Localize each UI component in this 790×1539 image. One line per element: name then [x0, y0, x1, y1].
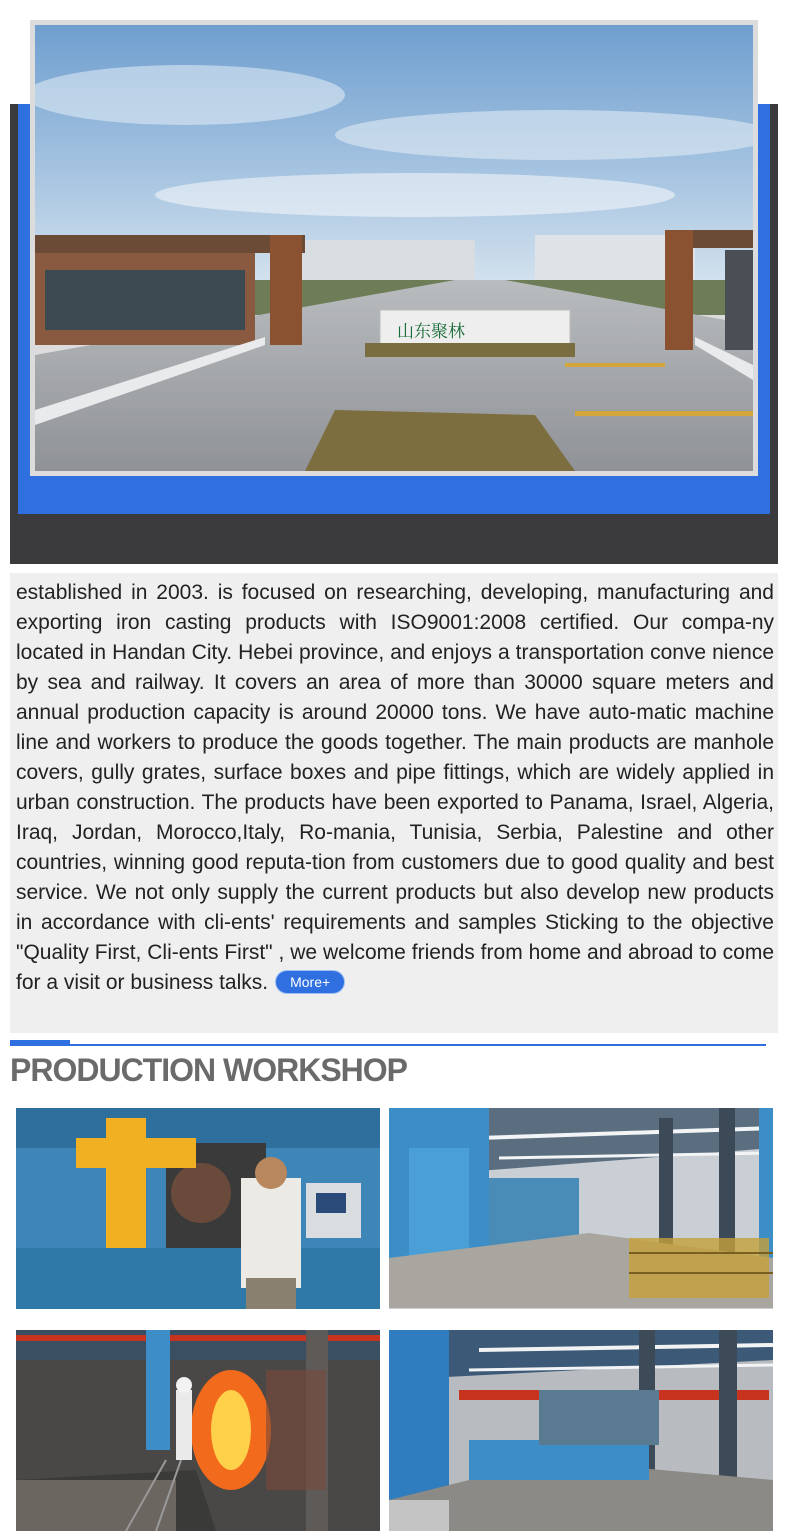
hero-image-frame: [30, 20, 758, 476]
workshop-photo-production-line: [389, 1330, 773, 1531]
section-title: PRODUCTION WORKSHOP: [10, 1052, 407, 1088]
factory-gate-photo: [35, 25, 753, 471]
section-divider: [10, 1044, 766, 1046]
workshop-photo-machine-operator: [16, 1108, 380, 1309]
about-section: [10, 573, 778, 1033]
about-text: established in 2003. is focused on researching, developing, manufacturing and exporting iron casting products with ISO9001:2008 certified. Our compa-ny located in Handan City. Hebei province, and enjoys a transportation conve nience by sea and railway. It covers an area of more than 30000 square meters and annual production capacity is around 20000 tons. We have auto-matic machine line and workers to produce the goods together. The main products are manhole covers, gully grates, surface boxes and pipe fittings, which are widely applied in urban construction. The products have been exported to Panama, Israel, Algeria, Iraq, Jordan, Morocco,Italy, Ro-mania, Tunisia, Serbia, Palestine and other countries, winning good reputa-tion from customers due to good quality and best service. We not only supply the current products but also develop new products in accordance with cli-ents' requirements and samples Sticking to the objective "Quality First, Cli-ents First" , we welcome friends from home and abroad to come for a visit or business talks.: [16, 581, 774, 994]
gate-sign-text: 山东聚林: [397, 322, 465, 342]
workshop-photo-molten-pouring: [16, 1330, 380, 1531]
more-button[interactable]: More+: [276, 971, 344, 993]
workshop-photo-factory-hall: [389, 1108, 773, 1309]
about-paragraph: [16, 578, 774, 998]
